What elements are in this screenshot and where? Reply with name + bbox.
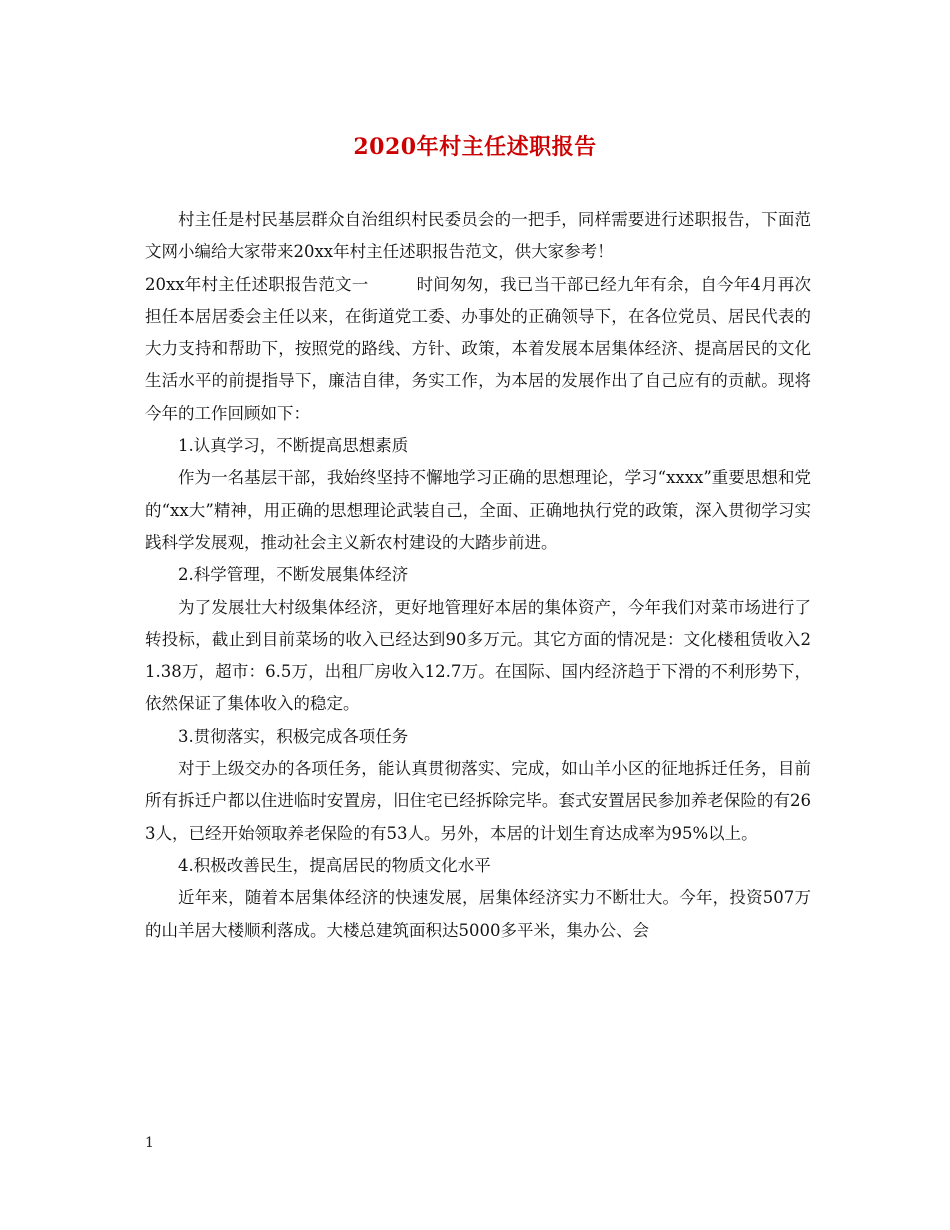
document-body xyxy=(145,204,811,947)
section-heading-2: 2.科学管理，不断发展集体经济 xyxy=(178,565,409,585)
document-title: 2020年村主任述职报告 xyxy=(353,134,597,160)
sample-opening-text: 时间匆匆，我已当干部已经九年有余，自今年4月再次担任本居居委会主任以来，在街道党工委、办事处的正确领导下，在各位党员、居民代表的大力支持和帮助下，按照党的路线、方针、政策，本着发展本居集体经济、提高居民的文化生活水平的前提指导下，廉洁自律，务实工作，为本居的发展作出了自己应有的贡献。现将今年的工作回顾如下： xyxy=(145,274,811,423)
section-heading-3: 3.贯彻落实，积极完成各项任务 xyxy=(178,726,409,746)
section-text-2: 为了发展壮大村级集体经济，更好地管理好本居的集体资产，今年我们对菜市场进行了转投标，截止到目前菜场的收入已经达到90多万元。其它方面的情况是：文化楼租赁收入21.38万，超市：6.5万，出租厂房收入12.7万。在国际、国内经济趋于下滑的不利形势下，依然保证了集体收入的稳定。 xyxy=(145,597,811,714)
section-text-3: 对于上级交办的各项任务，能认真贯彻落实、完成，如山羊小区的征地拆迁任务，目前所有拆迁户都以住进临时安置房，旧住宅已经拆除完毕。套式安置居民参加养老保险的有263人，已经开始领取养老保险的有53人。另外，本居的计划生育达成率为95%以上。 xyxy=(145,759,811,843)
sample-heading: 20xx年村主任述职报告范文一 xyxy=(145,274,369,294)
intro-paragraph: 村主任是村民基层群众自治组织村民委员会的一把手，同样需要进行述职报告，下面范文网小编给大家带来20xx年村主任述职报告范文，供大家参考！ xyxy=(145,210,811,262)
section-text-1: 作为一名基层干部，我始终坚持不懈地学习正确的思想理论，学习“xxxx”重要思想和党的“xx大”精神，用正确的思想理论武装自己，全面、正确地执行党的政策，深入贯彻学习实践科学发展观，推动社会主义新农村建设的大踏步前进。 xyxy=(145,468,811,552)
sample-opening-paragraph xyxy=(145,269,811,430)
section-text-4: 近年来，随着本居集体经济的快速发展，居集体经济实力不断壮大。今年，投资507万的山羊居大楼顺利落成。大楼总建筑面积达5000多平米，集办公、会 xyxy=(145,888,811,940)
section-heading-1: 1.认真学习，不断提高思想素质 xyxy=(178,436,409,456)
page-number: 1 xyxy=(145,1135,154,1151)
section-heading-4: 4.积极改善民生，提高居民的物质文化水平 xyxy=(178,855,491,875)
